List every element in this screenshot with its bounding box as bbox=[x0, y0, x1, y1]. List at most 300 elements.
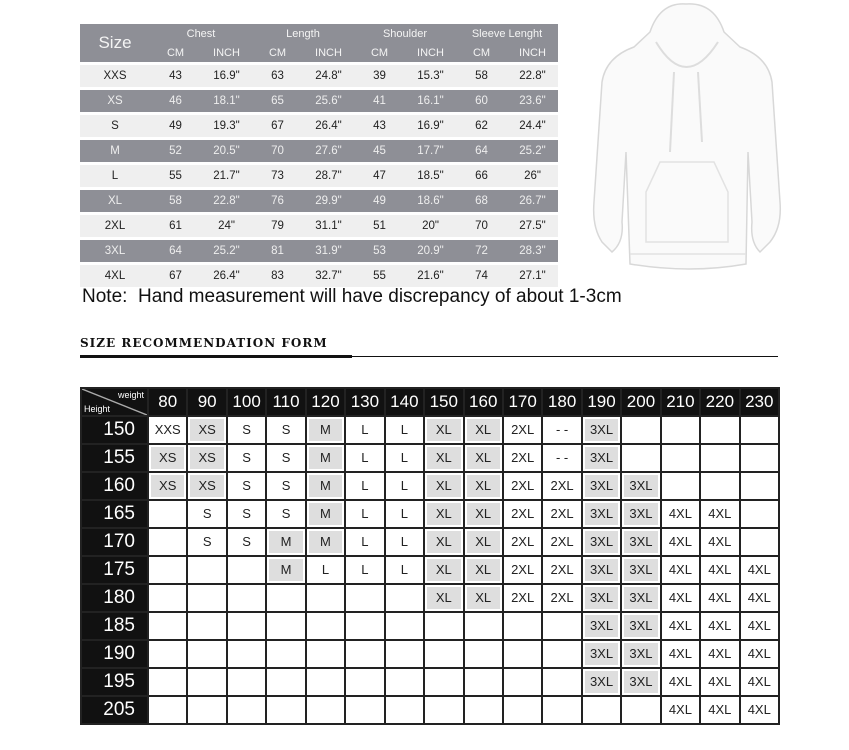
size-recommendation-cell bbox=[424, 444, 463, 472]
unit-inch: INCH bbox=[303, 43, 354, 62]
size-recommendation-cell bbox=[385, 556, 424, 584]
measurement-cell: 79 bbox=[252, 215, 303, 237]
size-recommendation-cell bbox=[700, 500, 739, 528]
size-value: S bbox=[242, 450, 251, 465]
size-cell: L bbox=[80, 165, 150, 187]
size-value bbox=[267, 699, 304, 721]
size-recommendation-cell bbox=[582, 500, 621, 528]
size-recommendation-cell bbox=[187, 444, 226, 472]
size-value bbox=[228, 615, 265, 637]
size-value: 4XL bbox=[668, 590, 692, 605]
measurement-cell: 51 bbox=[354, 215, 405, 237]
size-value: - - bbox=[555, 450, 569, 465]
size-value bbox=[701, 447, 738, 469]
size-recommendation-cell bbox=[503, 584, 542, 612]
size-recommendation-cell bbox=[740, 416, 779, 444]
size-recommendation-cell bbox=[227, 444, 266, 472]
weight-header-row bbox=[81, 388, 779, 416]
table-row bbox=[80, 115, 558, 137]
size-recommendation-cell bbox=[227, 528, 266, 556]
size-value bbox=[228, 587, 265, 609]
size-recommendation-cell bbox=[700, 612, 739, 640]
size-value: XL bbox=[467, 587, 500, 609]
size-recommendation-cell bbox=[700, 472, 739, 500]
measurement-cell: 65 bbox=[252, 90, 303, 112]
height-header: 170 bbox=[81, 528, 148, 556]
size-value bbox=[386, 587, 423, 609]
recommendation-title: SIZE RECOMMENDATION FORM bbox=[80, 336, 328, 350]
size-value: L bbox=[400, 422, 408, 437]
size-recommendation-cell bbox=[740, 500, 779, 528]
size-recommendation-cell bbox=[306, 556, 345, 584]
size-recommendation-cell bbox=[385, 444, 424, 472]
size-value: 3XL bbox=[624, 643, 657, 665]
size-recommendation-cell bbox=[740, 556, 779, 584]
size-recommendation-cell bbox=[464, 584, 503, 612]
size-value: 2XL bbox=[511, 534, 535, 549]
size-value: 4XL bbox=[668, 674, 692, 689]
size-recommendation-cell bbox=[464, 696, 503, 724]
size-recommendation-cell bbox=[542, 444, 581, 472]
size-value: 3XL bbox=[585, 475, 618, 497]
group-header: Chest bbox=[150, 24, 252, 43]
measurement-cell: 18.5" bbox=[405, 165, 456, 187]
table-row bbox=[81, 416, 779, 444]
measurement-cell: 19.3" bbox=[201, 115, 252, 137]
size-value: L bbox=[361, 506, 369, 521]
measurement-cell: 58 bbox=[150, 190, 201, 212]
size-value: XL bbox=[467, 447, 500, 469]
size-recommendation-cell bbox=[582, 416, 621, 444]
size-recommendation-cell bbox=[385, 472, 424, 500]
size-recommendation-cell bbox=[424, 612, 463, 640]
size-value: 2XL bbox=[511, 450, 535, 465]
size-value bbox=[188, 615, 225, 637]
size-value bbox=[425, 615, 462, 637]
size-value: L bbox=[400, 506, 408, 521]
measurement-cell: 72 bbox=[456, 240, 507, 262]
size-value bbox=[741, 419, 778, 441]
size-value bbox=[741, 503, 778, 525]
size-value bbox=[386, 671, 423, 693]
measurement-cell: 47 bbox=[354, 165, 405, 187]
size-recommendation-cell bbox=[148, 500, 187, 528]
size-value bbox=[701, 475, 738, 497]
size-value: XS bbox=[190, 447, 223, 469]
size-recommendation-cell bbox=[700, 556, 739, 584]
size-value bbox=[504, 671, 541, 693]
size-value: 4XL bbox=[747, 562, 771, 577]
size-recommendation-cell bbox=[464, 640, 503, 668]
measurement-cell: 25.2" bbox=[201, 240, 252, 262]
size-recommendation-cell bbox=[621, 528, 660, 556]
size-value: L bbox=[361, 450, 369, 465]
size-recommendation-cell bbox=[503, 528, 542, 556]
size-recommendation-cell bbox=[227, 668, 266, 696]
unit-inch: INCH bbox=[405, 43, 456, 62]
size-recommendation-cell bbox=[503, 696, 542, 724]
size-value bbox=[425, 699, 462, 721]
size-value: S bbox=[242, 478, 251, 493]
table-row bbox=[80, 140, 558, 162]
size-recommendation-cell bbox=[266, 500, 305, 528]
size-recommendation-cell bbox=[424, 528, 463, 556]
size-recommendation-cell bbox=[187, 696, 226, 724]
size-value: 3XL bbox=[585, 643, 618, 665]
size-value bbox=[543, 643, 580, 665]
size-value: S bbox=[281, 450, 291, 465]
size-recommendation-cell bbox=[424, 472, 463, 500]
size-value bbox=[228, 559, 265, 581]
size-recommendation-cell bbox=[306, 584, 345, 612]
size-recommendation-cell bbox=[227, 584, 266, 612]
weight-header: 200 bbox=[621, 388, 660, 416]
size-value bbox=[504, 643, 541, 665]
size-value: 4XL bbox=[668, 618, 692, 633]
size-recommendation-cell bbox=[464, 500, 503, 528]
measurement-cell: 23.6" bbox=[507, 90, 558, 112]
size-value: 4XL bbox=[708, 618, 732, 633]
size-recommendation-cell bbox=[542, 640, 581, 668]
size-recommendation-cell bbox=[582, 472, 621, 500]
size-value bbox=[149, 559, 186, 581]
unit-cm: CM bbox=[150, 43, 201, 62]
table-row bbox=[81, 640, 779, 668]
size-recommendation-cell bbox=[306, 472, 345, 500]
measurement-cell: 21.7" bbox=[201, 165, 252, 187]
measurement-cell: 45 bbox=[354, 140, 405, 162]
measurement-cell: 20" bbox=[405, 215, 456, 237]
height-header: 150 bbox=[81, 416, 148, 444]
size-value: 4XL bbox=[708, 506, 732, 521]
size-recommendation-cell bbox=[345, 528, 384, 556]
size-value: M bbox=[309, 531, 342, 553]
size-recommendation-cell bbox=[345, 612, 384, 640]
weight-header: 180 bbox=[542, 388, 581, 416]
size-value: XL bbox=[427, 419, 460, 441]
table-row bbox=[81, 696, 779, 724]
size-value bbox=[346, 587, 383, 609]
size-value bbox=[386, 699, 423, 721]
size-recommendation-cell bbox=[306, 444, 345, 472]
measurement-cell: 53 bbox=[354, 240, 405, 262]
size-recommendation-cell bbox=[187, 472, 226, 500]
table-row bbox=[81, 444, 779, 472]
height-label: Height bbox=[84, 404, 111, 414]
measurement-cell: 49 bbox=[354, 190, 405, 212]
size-value bbox=[188, 587, 225, 609]
measurement-cell: 24.8" bbox=[303, 65, 354, 87]
measurement-cell: 39 bbox=[354, 65, 405, 87]
size-value: XXS bbox=[154, 422, 181, 437]
size-recommendation-cell bbox=[740, 640, 779, 668]
size-value: L bbox=[361, 534, 369, 549]
measurement-cell: 18.6" bbox=[405, 190, 456, 212]
size-recommendation-cell bbox=[345, 500, 384, 528]
weight-header: 110 bbox=[266, 388, 305, 416]
size-recommendation-cell bbox=[621, 696, 660, 724]
size-cell: XXS bbox=[80, 65, 150, 87]
size-recommendation-cell bbox=[345, 556, 384, 584]
size-value bbox=[149, 643, 186, 665]
measurement-cell: 15.3" bbox=[405, 65, 456, 87]
measurement-cell: 22.8" bbox=[201, 190, 252, 212]
size-value bbox=[149, 615, 186, 637]
title-underline bbox=[80, 355, 352, 358]
size-value: XS bbox=[151, 447, 184, 469]
size-recommendation-cell bbox=[464, 528, 503, 556]
size-recommendation-cell bbox=[621, 444, 660, 472]
measurement-cell: 25.2" bbox=[507, 140, 558, 162]
size-recommendation-cell bbox=[266, 584, 305, 612]
unit-cm: CM bbox=[456, 43, 507, 62]
group-header: Length bbox=[252, 24, 354, 43]
size-value: XL bbox=[467, 419, 500, 441]
size-value: M bbox=[309, 503, 342, 525]
measurement-cell: 27.1" bbox=[507, 265, 558, 287]
measurement-cell: 66 bbox=[456, 165, 507, 187]
size-value: 4XL bbox=[747, 590, 771, 605]
table-row bbox=[80, 165, 558, 187]
measurement-cell: 24" bbox=[201, 215, 252, 237]
size-value: XL bbox=[467, 503, 500, 525]
size-value: S bbox=[202, 534, 212, 549]
size-recommendation-cell bbox=[227, 556, 266, 584]
size-recommendation-cell bbox=[385, 584, 424, 612]
size-value bbox=[267, 615, 304, 637]
size-recommendation-cell bbox=[266, 472, 305, 500]
size-recommendation-cell bbox=[227, 612, 266, 640]
size-recommendation-cell bbox=[266, 668, 305, 696]
size-recommendation-cell bbox=[582, 556, 621, 584]
size-recommendation-cell bbox=[385, 416, 424, 444]
size-value: 4XL bbox=[708, 534, 732, 549]
white-hoodie-image bbox=[590, 2, 782, 274]
size-recommendation-cell bbox=[148, 556, 187, 584]
size-value: XL bbox=[427, 531, 460, 553]
size-value: 3XL bbox=[585, 503, 618, 525]
size-value bbox=[149, 503, 186, 525]
size-recommendation-cell bbox=[621, 668, 660, 696]
size-value bbox=[307, 615, 344, 637]
measurement-cell: 63 bbox=[252, 65, 303, 87]
size-value: M bbox=[309, 475, 342, 497]
weight-header: 80 bbox=[148, 388, 187, 416]
size-recommendation-cell bbox=[424, 640, 463, 668]
size-value: 3XL bbox=[624, 503, 657, 525]
size-recommendation-cell bbox=[227, 640, 266, 668]
size-value: 2XL bbox=[550, 478, 574, 493]
measurement-cell: 20.9" bbox=[405, 240, 456, 262]
size-recommendation-cell bbox=[661, 584, 700, 612]
size-recommendation-cell bbox=[503, 472, 542, 500]
size-recommendation-cell bbox=[148, 696, 187, 724]
size-value: 3XL bbox=[624, 587, 657, 609]
size-recommendation-cell bbox=[345, 584, 384, 612]
size-recommendation-cell bbox=[266, 528, 305, 556]
measurement-cell: 49 bbox=[150, 115, 201, 137]
size-value bbox=[465, 643, 502, 665]
size-value bbox=[307, 587, 344, 609]
table-row bbox=[80, 65, 558, 87]
size-value bbox=[346, 643, 383, 665]
size-value bbox=[425, 643, 462, 665]
size-recommendation-cell bbox=[187, 556, 226, 584]
size-recommendation-cell bbox=[700, 584, 739, 612]
measurement-cell: 73 bbox=[252, 165, 303, 187]
measurement-cell: 68 bbox=[456, 190, 507, 212]
size-value: 2XL bbox=[550, 506, 574, 521]
size-recommendation-cell bbox=[582, 528, 621, 556]
size-recommendation-cell bbox=[306, 416, 345, 444]
size-recommendation-cell bbox=[187, 416, 226, 444]
size-value bbox=[425, 671, 462, 693]
size-value bbox=[307, 699, 344, 721]
size-value: 3XL bbox=[624, 475, 657, 497]
height-header: 190 bbox=[81, 640, 148, 668]
measurement-cell: 67 bbox=[150, 265, 201, 287]
size-value: L bbox=[400, 450, 408, 465]
size-value: XL bbox=[467, 559, 500, 581]
size-value: M bbox=[269, 531, 302, 553]
size-value: L bbox=[400, 534, 408, 549]
measurement-cell: 27.6" bbox=[303, 140, 354, 162]
size-recommendation-cell bbox=[187, 584, 226, 612]
table-row bbox=[80, 265, 558, 287]
size-recommendation-cell bbox=[542, 528, 581, 556]
size-value: XL bbox=[427, 447, 460, 469]
size-recommendation-cell bbox=[345, 472, 384, 500]
size-value: XL bbox=[467, 475, 500, 497]
size-value: L bbox=[321, 562, 330, 577]
size-recommendation-cell bbox=[187, 528, 226, 556]
size-recommendation-cell bbox=[227, 696, 266, 724]
height-header: 205 bbox=[81, 696, 148, 724]
table-row bbox=[81, 556, 779, 584]
size-value bbox=[188, 671, 225, 693]
size-recommendation-cell bbox=[542, 668, 581, 696]
size-recommendation-cell bbox=[187, 640, 226, 668]
table-row bbox=[81, 584, 779, 612]
size-recommendation-cell bbox=[266, 416, 305, 444]
group-header: Shoulder bbox=[354, 24, 456, 43]
measurement-cell: 74 bbox=[456, 265, 507, 287]
size-recommendation-cell bbox=[582, 444, 621, 472]
size-value bbox=[465, 699, 502, 721]
measurement-cell: 26.7" bbox=[507, 190, 558, 212]
size-recommendation-cell bbox=[740, 444, 779, 472]
size-value: 4XL bbox=[708, 702, 732, 717]
measurement-cell: 64 bbox=[150, 240, 201, 262]
size-value: S bbox=[281, 478, 291, 493]
size-value bbox=[188, 643, 225, 665]
size-value bbox=[346, 699, 383, 721]
unit-row bbox=[80, 43, 558, 62]
size-recommendation-cell bbox=[621, 500, 660, 528]
size-value: 2XL bbox=[511, 506, 535, 521]
size-recommendation-cell bbox=[464, 444, 503, 472]
measurement-cell: 31.9" bbox=[303, 240, 354, 262]
table-row bbox=[81, 528, 779, 556]
measurement-cell: 25.6" bbox=[303, 90, 354, 112]
size-value bbox=[149, 671, 186, 693]
size-value: L bbox=[400, 478, 408, 493]
size-value: 3XL bbox=[585, 447, 618, 469]
measurement-cell: 20.5" bbox=[201, 140, 252, 162]
size-recommendation-cell bbox=[385, 612, 424, 640]
size-recommendation-cell bbox=[266, 556, 305, 584]
measurement-cell: 43 bbox=[150, 65, 201, 87]
size-value: 4XL bbox=[747, 646, 771, 661]
measurement-cell: 22.8" bbox=[507, 65, 558, 87]
size-recommendation-cell bbox=[740, 584, 779, 612]
size-recommendation-cell bbox=[266, 612, 305, 640]
size-recommendation-cell bbox=[621, 612, 660, 640]
size-recommendation-cell bbox=[385, 668, 424, 696]
size-recommendation-cell bbox=[661, 528, 700, 556]
size-recommendation-cell bbox=[700, 416, 739, 444]
size-recommendation-cell bbox=[542, 612, 581, 640]
size-value bbox=[741, 475, 778, 497]
size-value: S bbox=[242, 506, 251, 521]
height-header: 155 bbox=[81, 444, 148, 472]
size-value: 2XL bbox=[550, 562, 574, 577]
size-recommendation-cell bbox=[148, 640, 187, 668]
size-recommendation-cell bbox=[542, 416, 581, 444]
size-value: 3XL bbox=[624, 671, 657, 693]
measurement-cell: 17.7" bbox=[405, 140, 456, 162]
size-recommendation-cell bbox=[227, 472, 266, 500]
size-recommendation-cell bbox=[464, 612, 503, 640]
measurement-cell: 81 bbox=[252, 240, 303, 262]
size-value bbox=[228, 671, 265, 693]
height-header: 185 bbox=[81, 612, 148, 640]
measurement-cell: 24.4" bbox=[507, 115, 558, 137]
size-value bbox=[346, 671, 383, 693]
size-recommendation-cell bbox=[187, 612, 226, 640]
size-value: 3XL bbox=[585, 419, 618, 441]
measurement-cell: 21.6" bbox=[405, 265, 456, 287]
size-recommendation-cell bbox=[227, 416, 266, 444]
measurement-cell: 26.4" bbox=[303, 115, 354, 137]
size-recommendation-cell bbox=[148, 668, 187, 696]
measurement-cell: 16.1" bbox=[405, 90, 456, 112]
size-value bbox=[188, 699, 225, 721]
size-recommendation-cell bbox=[385, 528, 424, 556]
measurement-cell: 29.9" bbox=[303, 190, 354, 212]
size-recommendation-cell bbox=[464, 472, 503, 500]
size-value bbox=[701, 419, 738, 441]
corner-cell bbox=[81, 388, 148, 416]
size-value bbox=[465, 615, 502, 637]
size-value: 2XL bbox=[511, 590, 535, 605]
size-recommendation-cell bbox=[661, 612, 700, 640]
size-value: M bbox=[309, 447, 342, 469]
size-recommendation-cell bbox=[582, 668, 621, 696]
measurement-cell: 16.9" bbox=[405, 115, 456, 137]
size-recommendation-cell bbox=[740, 472, 779, 500]
size-value: 4XL bbox=[747, 702, 771, 717]
table-row bbox=[80, 215, 558, 237]
measurement-cell: 67 bbox=[252, 115, 303, 137]
size-recommendation-cell bbox=[424, 668, 463, 696]
size-recommendation-cell bbox=[503, 444, 542, 472]
size-recommendation-cell bbox=[345, 416, 384, 444]
unit-inch: INCH bbox=[201, 43, 252, 62]
measurement-cell: 70 bbox=[456, 215, 507, 237]
weight-label: weight bbox=[117, 390, 144, 400]
size-value: 3XL bbox=[624, 615, 657, 637]
